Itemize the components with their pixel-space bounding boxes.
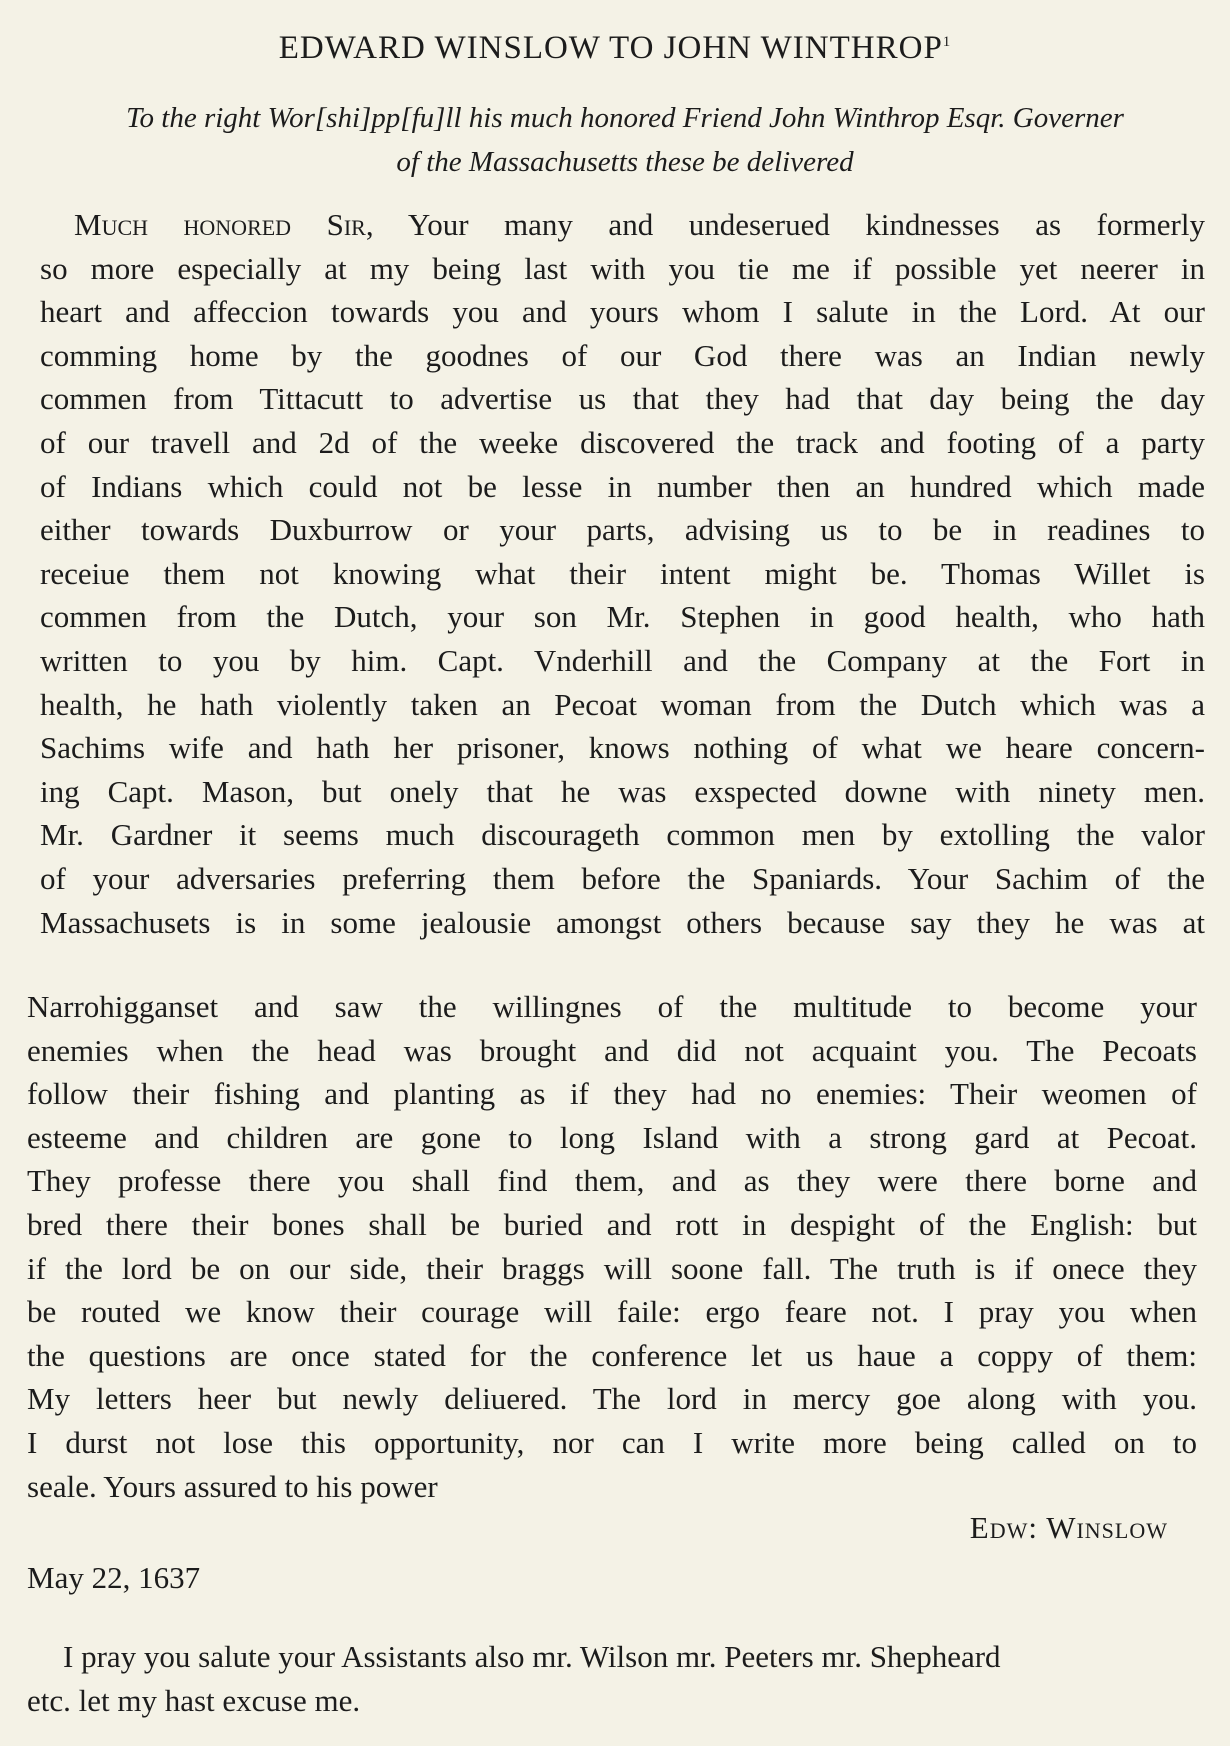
- paragraph-line: follow their fishing and planting as if they had no enemies: Their weomen of: [27, 1076, 1197, 1112]
- paragraph-line: bred there their bones shall be buried and rott in despight of the English: but: [27, 1206, 1197, 1242]
- address-line-1: To the right Wor[shi]pp[fu]ll his much honored Friend John Winthrop Esqr. Governer: [126, 102, 1124, 134]
- postscript-line: etc. let my hast excuse me.: [27, 1682, 361, 1718]
- postscript-line: I pray you salute your Assistants also mr. Wilson mr. Peeters mr. Shepheard: [63, 1639, 1001, 1674]
- paragraph-line: comming home by the goodnes of our God there was an Indian newly: [40, 337, 1205, 373]
- paragraph-line: either towards Duxburrow or your parts, advising us to be in readines to: [40, 512, 1205, 548]
- paragraph-line: Narrohigganset and saw the willingnes of the multitude to become your: [27, 989, 1197, 1024]
- paragraph-line: esteeme and children are gone to long Island with a strong gard at Pecoat.: [27, 1119, 1197, 1155]
- paragraph-line: so more especially at my being last with you tie me if possible yet neerer in: [40, 250, 1205, 286]
- letter-title: [0, 30, 1230, 67]
- signature: Edw: Winslow: [969, 1510, 1168, 1545]
- letter-paragraph-1: [40, 203, 1205, 944]
- paragraph-line: seale. Yours assured to his power: [27, 1468, 438, 1504]
- title-footnote-mark: 1: [942, 34, 952, 50]
- paragraph-line: I durst not lose this opportunity, nor can I write more being called on to: [27, 1424, 1197, 1460]
- paragraph-line: heart and affeccion towards you and yours whom I salute in the Lord. At our: [40, 294, 1205, 330]
- postscript: [27, 1635, 1197, 1722]
- address-line-2: of the Massachusetts these be delivered: [396, 146, 854, 178]
- paragraph-line: commen from the Dutch, your son Mr. Stephen in good health, who hath: [40, 599, 1205, 635]
- paragraph-line: enemies when the head was brought and did not acquaint you. The Pecoats: [27, 1032, 1197, 1068]
- salutation-continuation: Your many and undeserued kindnesses as formerly: [373, 207, 1205, 242]
- salutation: Much honored Sir,: [74, 207, 374, 242]
- paragraph-line: of your adversaries preferring them before the Spaniards. Your Sachim of the: [40, 860, 1205, 896]
- paragraph-line: commen from Tittacutt to advertise us that they had that day being the day: [40, 381, 1205, 417]
- paragraph-line: of our travell and 2d of the weeke discovered the track and footing of a party: [40, 424, 1205, 460]
- paragraph-line: written to you by him. Capt. Vnderhill and the Company at the Fort in: [40, 642, 1205, 678]
- paragraph-line: Massachusets is in some jealousie amongst others because say they he was at: [40, 904, 1205, 940]
- letter-address: [40, 96, 1210, 184]
- paragraph-line: ing Capt. Mason, but onely that he was exspected downe with ninety men.: [40, 773, 1205, 809]
- paragraph-line: My letters heer but newly deliuered. The lord in mercy goe along with you.: [27, 1381, 1197, 1417]
- paragraph-line: of Indians which could not be lesse in number then an hundred which made: [40, 468, 1205, 504]
- paragraph-line: Mr. Gardner it seems much discourageth common men by extolling the valor: [40, 817, 1205, 853]
- letter-date: May 22, 1637: [27, 1560, 201, 1595]
- paragraph-line: Sachims wife and hath her prisoner, knows nothing of what we heare concern-: [40, 730, 1205, 766]
- paragraph-line: the questions are once stated for the conference let us haue a coppy of them:: [27, 1337, 1197, 1373]
- paragraph-line: if the lord be on our side, their braggs will soone fall. The truth is if onece they: [27, 1250, 1197, 1286]
- paragraph-line: be routed we know their courage will faile: ergo feare not. I pray you when: [27, 1294, 1197, 1330]
- letter-paragraph-2: [27, 985, 1197, 1508]
- paragraph-line: [40, 203, 1205, 247]
- paragraph-line: They professe there you shall find them, and as they were there borne and: [27, 1163, 1197, 1199]
- paragraph-line: health, he hath violently taken an Pecoat woman from the Dutch which was a: [40, 686, 1205, 722]
- title-text: EDWARD WINSLOW TO JOHN WINTHROP: [278, 30, 943, 66]
- paragraph-line: receiue them not knowing what their intent might be. Thomas Willet is: [40, 555, 1205, 591]
